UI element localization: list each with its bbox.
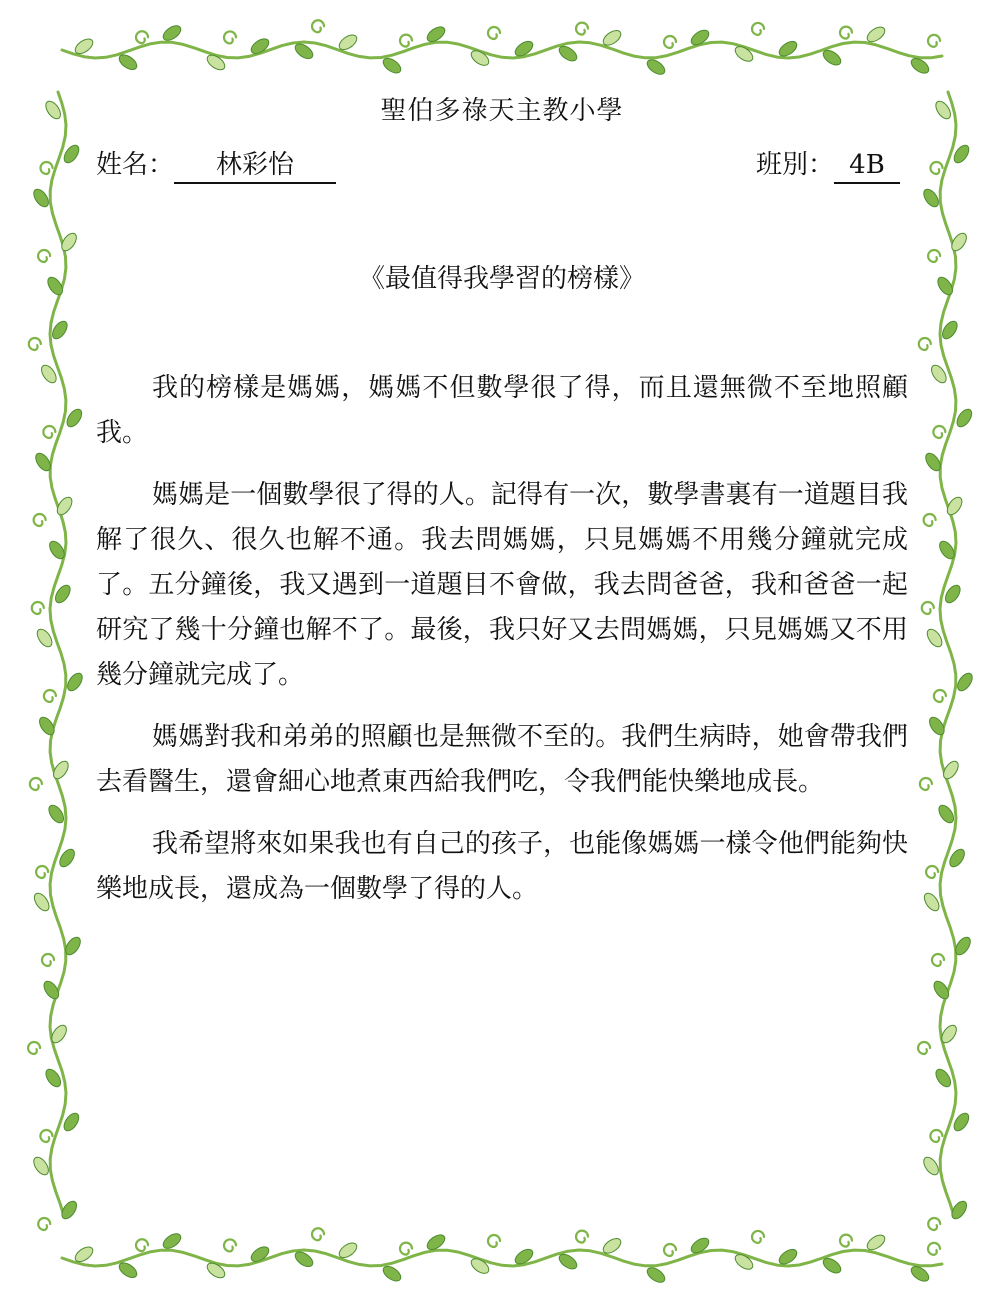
leaf (921, 1155, 941, 1178)
class-field (756, 144, 900, 184)
leaf (65, 671, 85, 694)
class-value: 4B (834, 150, 900, 184)
essay-title: 《最值得我學習的榜樣》 (358, 264, 645, 294)
tendril (488, 27, 500, 39)
tendril (42, 954, 54, 966)
tendril (934, 690, 946, 702)
tendril (400, 1243, 412, 1255)
essay-paragraph: 媽媽是一個數學很了得的人。記得有一次，數學書裏有一道題目我解了很久、很久也解不通。我去問媽媽，只見媽媽不用幾分鐘就完成了。五分鐘後，我又遇到一道題目不會做，我去問爸爸，我和爸爸一起研究了幾十分鐘也解不了。最後，我只好又去問媽媽，只見媽媽又不用幾分鐘就完成了。 (96, 480, 908, 690)
tendril (400, 35, 412, 47)
tendril (928, 1243, 940, 1255)
tendril (752, 23, 764, 35)
tendril (928, 250, 940, 262)
tendril (933, 426, 945, 438)
tendril (926, 866, 938, 878)
tendril (922, 602, 934, 614)
vine-stem (62, 1250, 942, 1266)
tendril (928, 35, 940, 47)
leaf (645, 57, 668, 77)
leaf (64, 407, 84, 430)
leaf (31, 1155, 51, 1178)
leaf (865, 1232, 888, 1252)
leaf (954, 407, 974, 430)
tendril (38, 1218, 50, 1230)
tendril (29, 338, 41, 350)
tendril (576, 23, 588, 35)
leaf (955, 671, 975, 694)
student-info-row (96, 144, 908, 184)
essay-paragraph: 媽媽對我和弟弟的照顧也是無微不至的。我們生病時，她會帶我們去看醫生，還會細心地煮東西給我們吃，令我們能快樂地成長。 (96, 722, 908, 797)
vine-stem (62, 42, 942, 58)
tendril (36, 866, 48, 878)
tendril (312, 20, 324, 32)
leaf (865, 24, 888, 44)
tendril (840, 27, 852, 39)
tendril (928, 1218, 940, 1230)
class-label: 班別： (755, 150, 834, 180)
tendril (920, 778, 932, 790)
tendril (664, 36, 676, 48)
leaf (161, 1231, 184, 1251)
vine-stem (50, 92, 66, 1214)
tendril (40, 1130, 52, 1142)
leaf (381, 55, 404, 75)
tendril (38, 250, 50, 262)
leaf (921, 891, 941, 914)
leaf (381, 1263, 404, 1283)
tendril (488, 1235, 500, 1247)
essay-paper (96, 82, 908, 1212)
tendril (30, 778, 42, 790)
tendril (664, 1244, 676, 1256)
tendril (28, 1042, 40, 1054)
student-name-value: 林彩怡 (174, 150, 336, 184)
tendril (752, 1231, 764, 1243)
tendril (930, 162, 942, 174)
tendril (136, 1239, 148, 1251)
tendril (918, 1042, 930, 1054)
tendril (919, 338, 931, 350)
tendril (312, 1228, 324, 1240)
leaf (31, 187, 51, 210)
student-name-field (96, 144, 336, 184)
essay-paragraph: 我的榜樣是媽媽，媽媽不但數學很了得，而且還無微不至地照顧我。 (96, 373, 908, 448)
tendril (43, 426, 55, 438)
tendril (576, 1231, 588, 1243)
tendril (224, 31, 236, 43)
leaf (921, 187, 941, 210)
tendril (932, 954, 944, 966)
vine-stem (940, 92, 956, 1214)
tendril (34, 514, 46, 526)
name-label: 姓名： (96, 150, 175, 180)
leaf (645, 1265, 668, 1285)
school-name: 聖伯多祿天主教小學 (380, 96, 624, 126)
leaf (161, 23, 184, 43)
tendril (136, 31, 148, 43)
tendril (840, 1235, 852, 1247)
tendril (40, 162, 52, 174)
tendril (930, 1130, 942, 1142)
leaf (31, 891, 51, 914)
essay-paragraph: 我希望將來如果我也有自己的孩子，也能像媽媽一樣令他們能夠快樂地成長，還成為一個數學了得的人。 (96, 829, 908, 904)
tendril (32, 602, 44, 614)
tendril (224, 1239, 236, 1251)
essay-body (96, 366, 908, 929)
tendril (924, 514, 936, 526)
tendril (44, 690, 56, 702)
